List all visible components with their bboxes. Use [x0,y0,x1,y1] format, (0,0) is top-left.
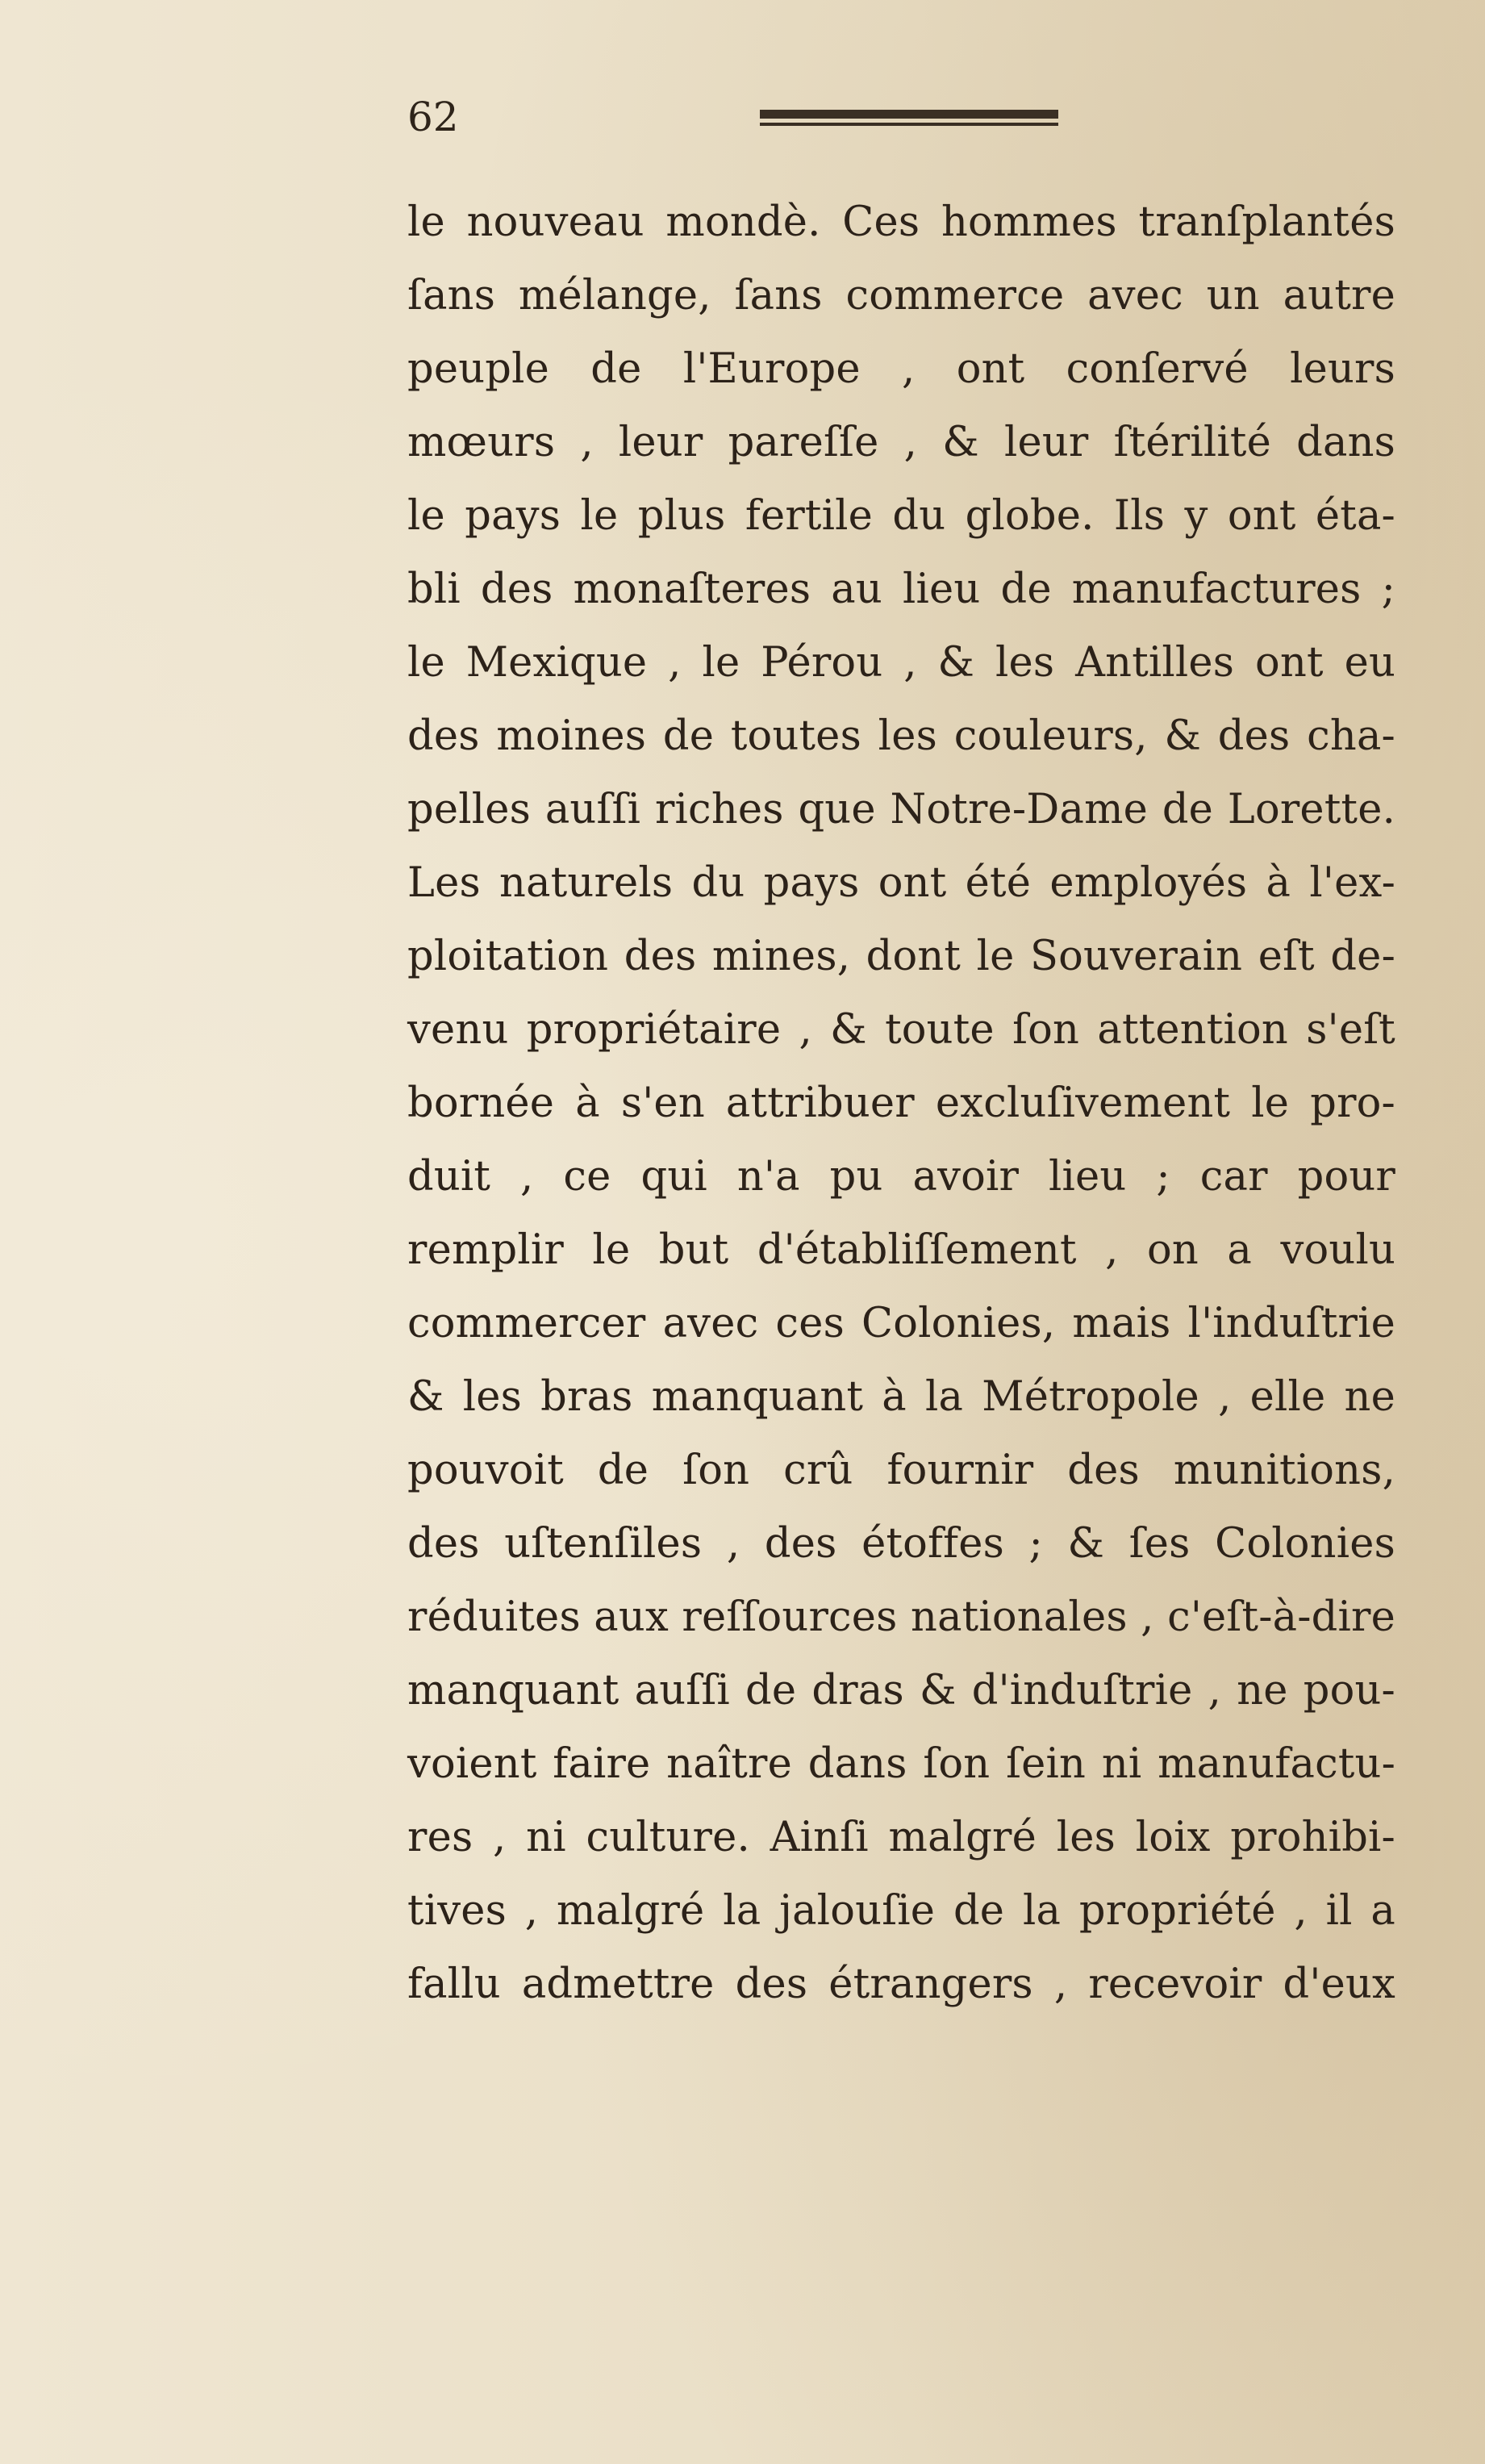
text-line: venu propriétaire , & toute ſon attention s'eſt [407,1006,1395,1054]
text-line: & les bras manquant à la Métropole , elle ne [407,1373,1395,1421]
text-line: des moines de toutes les couleurs, & des cha- [407,712,1395,760]
header-ornamental-rule [760,110,1058,127]
text-line: le pays le plus fertile du globe. Ils y ont éta- [407,492,1395,540]
text-line: duit , ce qui n'a pu avoir lieu ; car pour [407,1153,1395,1201]
text-line: le nouveau mondè. Ces hommes tranſplantés [407,198,1395,246]
text-line: ploitation des mines, dont le Souverain eſt de- [407,933,1395,980]
text-line: pouvoit de ſon crû fournir des munitions, [407,1447,1395,1494]
text-line: manquant auſſi de dras & d'induſtrie , ne pou- [407,1667,1395,1714]
text-line: voient faire naître dans ſon ſein ni manufactu- [407,1740,1395,1788]
text-line: commercer avec ces Colonies, mais l'induſtrie [407,1300,1395,1347]
text-line: des uſtenſiles , des étoffes ; & ſes Colonies [407,1520,1395,1568]
page-number: 62 [407,94,459,140]
text-line: res , ni culture. Ainſi malgré les loix prohibi- [407,1814,1395,1861]
text-line: bli des monaſteres au lieu de manufactures ; [407,566,1395,613]
body-text [407,186,1395,2021]
running-head [407,89,1053,153]
header-rule-thin [760,123,1058,126]
text-line: remplir le but d'établiſſement , on a voulu [407,1226,1395,1274]
text-line: Les naturels du pays ont été employés à l'ex- [407,859,1395,907]
text-line: peuple de l'Europe , ont conſervé leurs [407,345,1395,393]
text-line: réduites aux reſſources nationales , c'eſt-à-dire [407,1593,1395,1641]
text-line: bornée à s'en attribuer excluſivement le pro- [407,1080,1395,1127]
text-line: pelles auſſi riches que Notre-Dame de Lorette. [407,786,1395,833]
text-line: mœurs , leur pareſſe , & leur ſtérilité dans [407,419,1395,466]
text-line: fallu admettre des étrangers , recevoir d'eux [407,1961,1395,2008]
text-line: tives , malgré la jalouſie de la propriété , il a [407,1887,1395,1935]
text-line: le Mexique , le Pérou , & les Antilles ont eu [407,639,1395,687]
text-line: ſans mélange, ſans commerce avec un autre [407,272,1395,319]
header-rule-thick [760,110,1058,119]
